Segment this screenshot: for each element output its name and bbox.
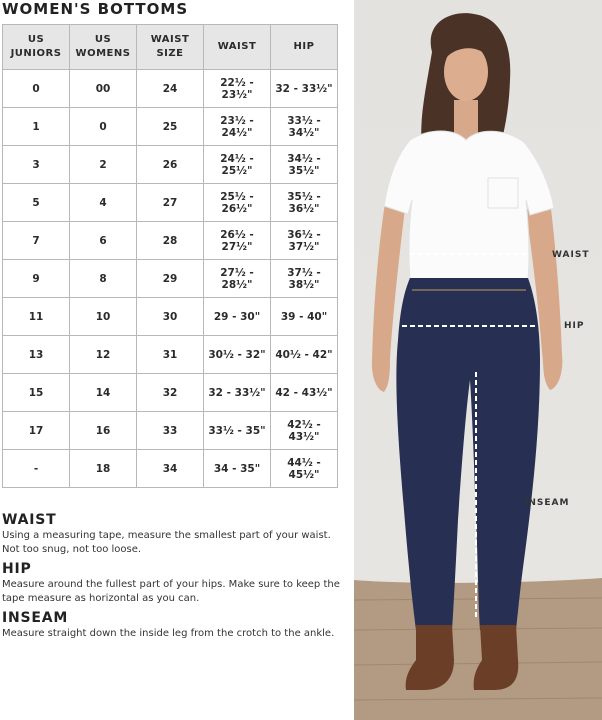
definition-text: Measure around the fullest part of your hips. Make sure to keep the tape measure as horizontal as you can. (2, 579, 340, 604)
cell-waist: 32 - 33½" (204, 374, 271, 412)
table-header-row (3, 25, 338, 70)
model-illustration (354, 0, 602, 720)
definition-hip (2, 561, 342, 605)
cell-us-womens: 16 (70, 412, 137, 450)
cell-waist-size: 30 (137, 298, 204, 336)
table-row (3, 260, 338, 298)
cell-us-womens: 10 (70, 298, 137, 336)
cell-waist: 23½ - 24½" (204, 108, 271, 146)
model-photo (354, 0, 602, 720)
header-us-womens: US WOMENS (70, 25, 137, 70)
cell-us-juniors: 1 (3, 108, 70, 146)
cell-waist-size: 32 (137, 374, 204, 412)
photo-label-inseam: INSEAM (524, 498, 570, 508)
cell-us-juniors: 11 (3, 298, 70, 336)
cell-hip: 39 - 40" (271, 298, 338, 336)
cell-us-juniors: 17 (3, 412, 70, 450)
cell-waist-size: 29 (137, 260, 204, 298)
cell-waist: 29 - 30" (204, 298, 271, 336)
cell-us-womens: 4 (70, 184, 137, 222)
cell-us-juniors: 9 (3, 260, 70, 298)
photo-label-waist: WAIST (552, 250, 590, 260)
cell-us-womens: 00 (70, 70, 137, 108)
table-row (3, 146, 338, 184)
white-tshirt (384, 131, 554, 280)
photo-label-hip: HIP (564, 321, 585, 331)
cell-hip: 37½ - 38½" (271, 260, 338, 298)
cell-us-juniors: 7 (3, 222, 70, 260)
cell-waist-size: 25 (137, 108, 204, 146)
table-row (3, 450, 338, 488)
cell-us-juniors: 0 (3, 70, 70, 108)
header-waist-size: WAIST SIZE (137, 25, 204, 70)
table-row (3, 222, 338, 260)
cell-waist: 24½ - 25½" (204, 146, 271, 184)
cell-waist: 22½ - 23½" (204, 70, 271, 108)
cell-hip: 42 - 43½" (271, 374, 338, 412)
header-us-juniors: US JUNIORS (3, 25, 70, 70)
header-hip: HIP (271, 25, 338, 70)
table-row (3, 374, 338, 412)
cell-us-juniors: - (3, 450, 70, 488)
cell-us-juniors: 13 (3, 336, 70, 374)
cell-us-womens: 0 (70, 108, 137, 146)
cell-us-womens: 14 (70, 374, 137, 412)
cell-waist-size: 27 (137, 184, 204, 222)
definition-inseam (2, 610, 342, 641)
definition-waist (2, 512, 342, 556)
cell-hip: 32 - 33½" (271, 70, 338, 108)
cell-waist: 25½ - 26½" (204, 184, 271, 222)
cell-waist: 33½ - 35" (204, 412, 271, 450)
definition-text: Measure straight down the inside leg from the crotch to the ankle. (2, 628, 335, 639)
cell-hip: 35½ - 36½" (271, 184, 338, 222)
dark-jeans (396, 278, 540, 630)
cell-waist: 34 - 35" (204, 450, 271, 488)
table-row (3, 108, 338, 146)
header-waist: WAIST (204, 25, 271, 70)
cell-us-womens: 12 (70, 336, 137, 374)
cell-waist-size: 31 (137, 336, 204, 374)
cell-waist-size: 34 (137, 450, 204, 488)
cell-waist: 26½ - 27½" (204, 222, 271, 260)
cell-us-womens: 18 (70, 450, 137, 488)
cell-hip: 42½ - 43½" (271, 412, 338, 450)
cell-waist-size: 33 (137, 412, 204, 450)
definition-heading: WAIST (2, 512, 57, 528)
cell-us-juniors: 5 (3, 184, 70, 222)
table-row (3, 184, 338, 222)
cell-waist-size: 24 (137, 70, 204, 108)
cell-waist-size: 28 (137, 222, 204, 260)
cell-waist-size: 26 (137, 146, 204, 184)
cell-waist: 30½ - 32" (204, 336, 271, 374)
cell-waist: 27½ - 28½" (204, 260, 271, 298)
measurement-definitions (2, 512, 342, 646)
table-row (3, 298, 338, 336)
cell-hip: 44½ - 45½" (271, 450, 338, 488)
size-chart-table (2, 24, 338, 488)
cell-hip: 40½ - 42" (271, 336, 338, 374)
cell-hip: 34½ - 35½" (271, 146, 338, 184)
cell-us-womens: 8 (70, 260, 137, 298)
definition-heading: INSEAM (2, 610, 69, 626)
cell-hip: 36½ - 37½" (271, 222, 338, 260)
cell-us-womens: 6 (70, 222, 137, 260)
definition-heading: HIP (2, 561, 32, 577)
page-title: WOMEN'S BOTTOMS (2, 0, 189, 18)
cell-us-juniors: 3 (3, 146, 70, 184)
table-row (3, 70, 338, 108)
definition-text: Using a measuring tape, measure the smallest part of your waist. Not too snug, not too loose. (2, 530, 331, 555)
cell-us-juniors: 15 (3, 374, 70, 412)
cell-hip: 33½ - 34½" (271, 108, 338, 146)
cell-us-womens: 2 (70, 146, 137, 184)
table-row (3, 412, 338, 450)
table-row (3, 336, 338, 374)
